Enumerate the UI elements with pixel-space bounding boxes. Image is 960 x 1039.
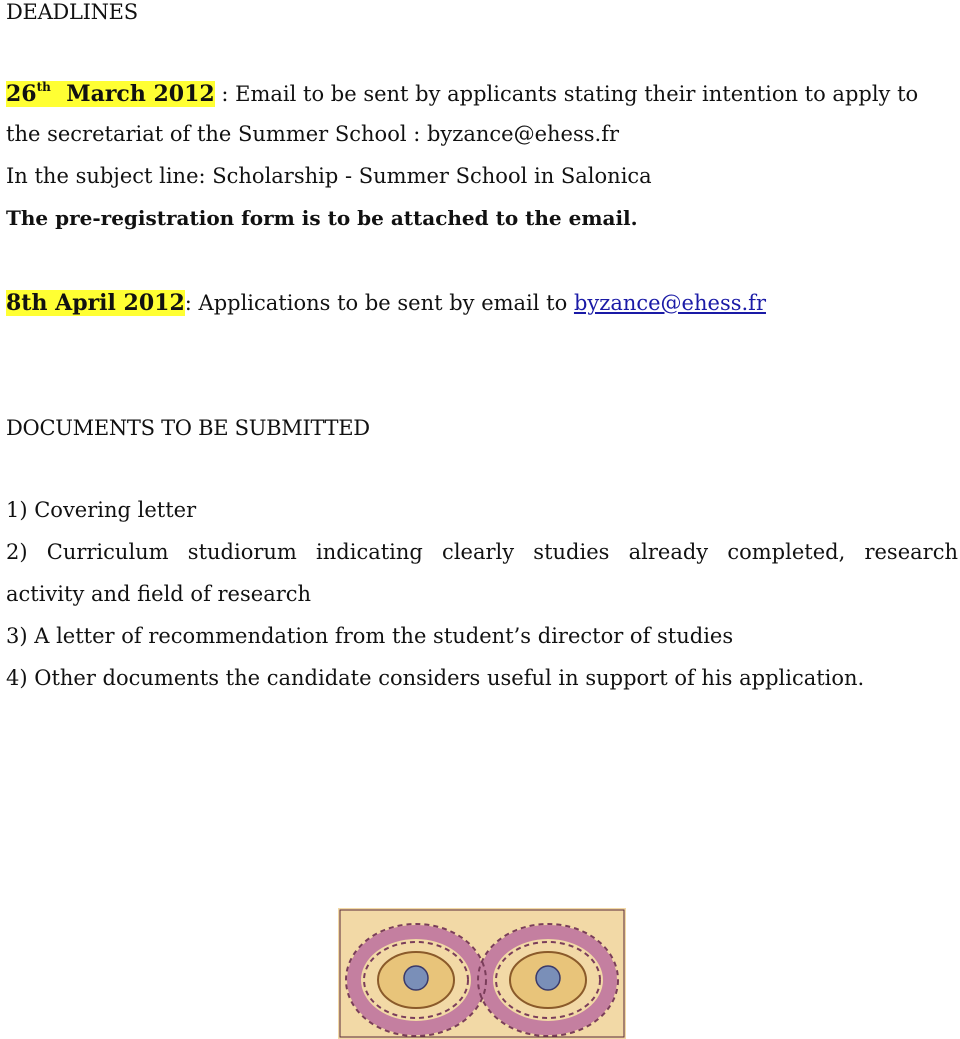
decorative-ornament-image: [338, 908, 626, 1039]
document-item-1: 1) Covering letter: [6, 498, 197, 522]
deadline-1-text: : Email to be sent by applicants stating their intention to apply to: [221, 82, 919, 106]
deadline-1-line-1: [6, 80, 918, 107]
deadline-2-text: : Applications to be sent by email to: [184, 291, 568, 315]
documents-heading: DOCUMENTS TO BE SUBMITTED: [6, 416, 370, 440]
document-item-3: 3) A letter of recommendation from the student’s director of studies: [6, 624, 734, 648]
document-item-2-continued: activity and field of research: [6, 582, 312, 606]
deadlines-heading: DEADLINES: [6, 0, 138, 24]
attachment-note: The pre-registration form is to be attached to the email.: [6, 206, 638, 230]
deadline-2-line: [6, 290, 766, 316]
document-item-4: 4) Other documents the candidate considers useful in support of his application.: [6, 666, 865, 690]
deadline-1-date: 26th March 2012: [6, 80, 215, 107]
deadline-1-line-2: the secretariat of the Summer School : byzance@ehess.fr: [6, 122, 620, 146]
subject-line: In the subject line: Scholarship - Summer School in Salonica: [6, 164, 652, 188]
deadline-2-date: 8th April 2012: [6, 290, 185, 316]
document-item-2: 2) Curriculum studiorum indicating clearly studies already completed, research: [6, 540, 958, 564]
email-link[interactable]: byzance@ehess.fr: [573, 291, 766, 315]
